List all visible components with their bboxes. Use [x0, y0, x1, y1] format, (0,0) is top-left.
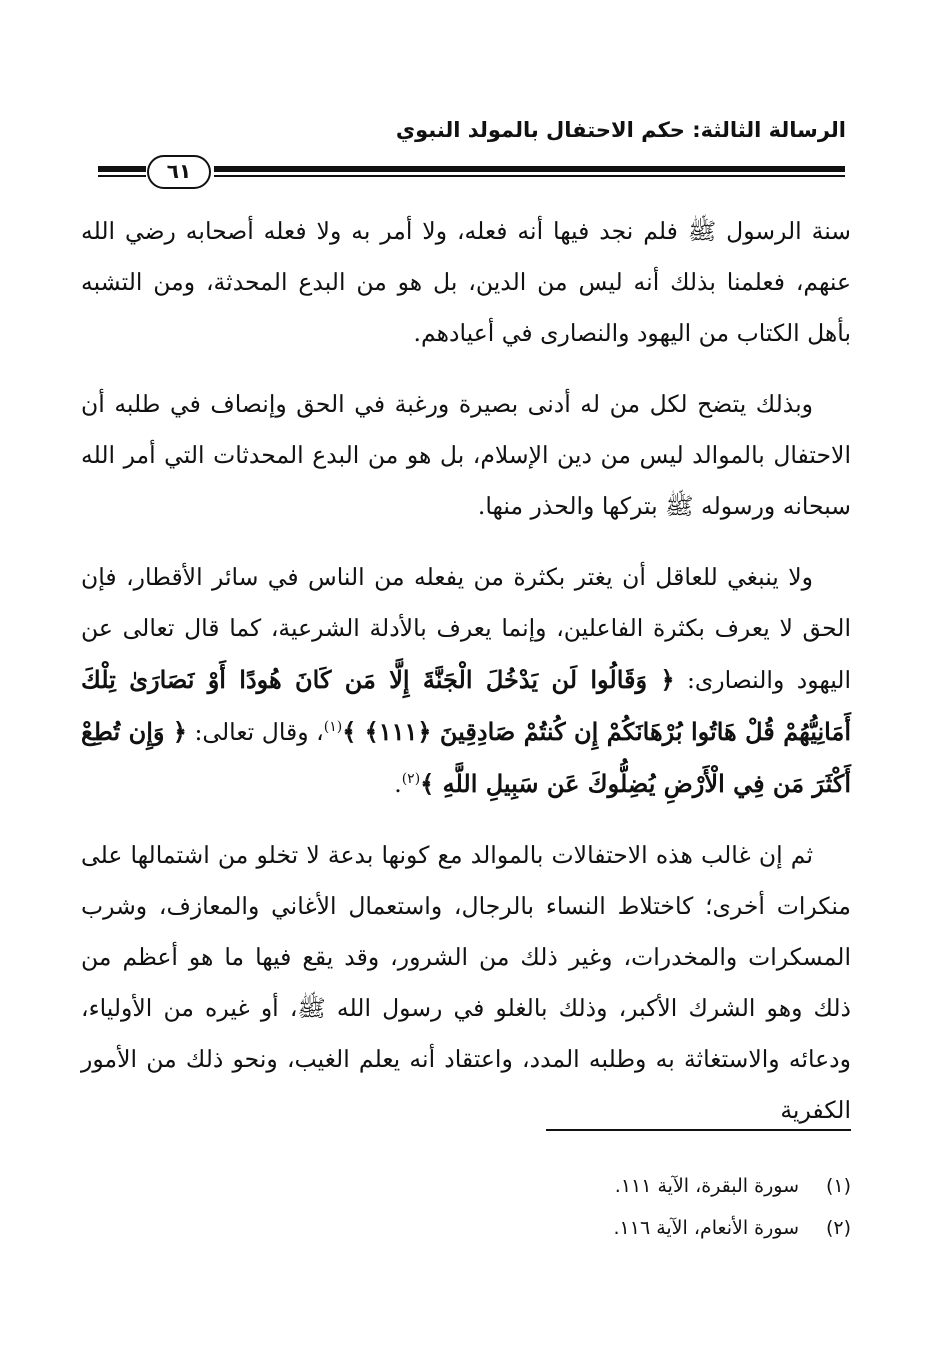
running-header-title: الرسالة الثالثة: حكم الاحتفال بالمولد النبوي: [395, 118, 846, 142]
paragraph-3-end: .: [394, 770, 402, 798]
paragraph-2: وبذلك يتضح لكل من له أدنى بصيرة ورغبة في الحق وإنصاف في طلبه أن الاحتفال بالموالد ليس من دين الإسلام، بل هو من البدع المحدثات التي أمر الله سبحانه ورسوله ﷺ بتركها والحذر منها.: [81, 390, 851, 520]
paragraph-3: [81, 552, 851, 810]
quran-verse-2: ﴿ وَإِن تُطِعْ أَكْثَرَ مَن فِي الْأَرْضِ يُضِلُّوكَ عَن سَبِيلِ اللَّهِ ﴾: [81, 717, 851, 798]
footnote-1: [151, 1165, 851, 1207]
footnote-ref-2: (٢): [401, 771, 421, 788]
header-rule-right-thin: [214, 175, 845, 177]
paragraph-3-mid: ، وقال تعالى:: [194, 718, 324, 746]
footnotes: [151, 1165, 851, 1249]
footnote-2-text: سورة الأنعام، الآية ١١٦.: [613, 1217, 799, 1239]
paragraph-3-intro: ولا ينبغي للعاقل أن يغتر بكثرة من يفعله من الناس في سائر الأقطار، فإن الحق لا يعرف بكثرة الفاعلين، وإنما يعرف بالأدلة الشرعية، كما قال تعالى عن اليهود والنصارى:: [81, 563, 851, 694]
paragraph-1: سنة الرسول ﷺ فلم نجد فيها أنه فعله، ولا أمر به ولا فعله أصحابه رضي الله عنهم، فعلمنا بذلك أنه ليس من الدين، بل هو من البدع المحدثة، ومن التشبه بأهل الكتاب من اليهود والنصارى في أعيادهم.: [81, 217, 851, 347]
footnote-1-text: سورة البقرة، الآية ١١١.: [614, 1175, 799, 1197]
footnote-2-number: (٢): [825, 1217, 851, 1239]
header-rule-left-thick: [98, 166, 146, 172]
header-rule-right-thick: [214, 166, 845, 172]
quran-verse-1: ﴿ وَقَالُوا لَن يَدْخُلَ الْجَنَّةَ إِلَّا مَن كَانَ هُودًا أَوْ نَصَارَىٰ تِلْكَ أَمَانِيُّهُمْ قُلْ هَاتُوا بُرْهَانَكُمْ إِن كُنتُمْ صَادِقِينَ ﴿١١١﴾ ﴾: [81, 665, 852, 746]
header-rule-right: [214, 162, 845, 182]
paragraph-4: ثم إن غالب هذه الاحتفالات بالموالد مع كونها بدعة لا تخلو من اشتمالها على منكرات أخرى؛ كاختلاط النساء بالرجال، واستعمال الأغاني والمعازف، وشرب المسكرات والمخدرات، وغير ذلك من الشرور، وقد يقع فيها ما هو أعظم من ذلك وهو الشرك الأكبر، وذلك بالغلو في رسول الله ﷺ، أو غيره من الأولياء، ودعائه والاستغاثة به وطلبه المدد، واعتقاد أنه يعلم الغيب، ونحو ذلك من الأمور الكفرية: [81, 841, 851, 1124]
footnote-separator: [546, 1129, 851, 1131]
footnote-ref-1: (١): [323, 719, 343, 736]
page-number: ٦١: [147, 155, 211, 189]
footnote-1-number: (١): [825, 1175, 851, 1197]
footnote-2: [151, 1207, 851, 1249]
header-rule-left: [98, 162, 146, 182]
main-text: [81, 206, 851, 1156]
header-rule-left-thin: [98, 175, 146, 177]
